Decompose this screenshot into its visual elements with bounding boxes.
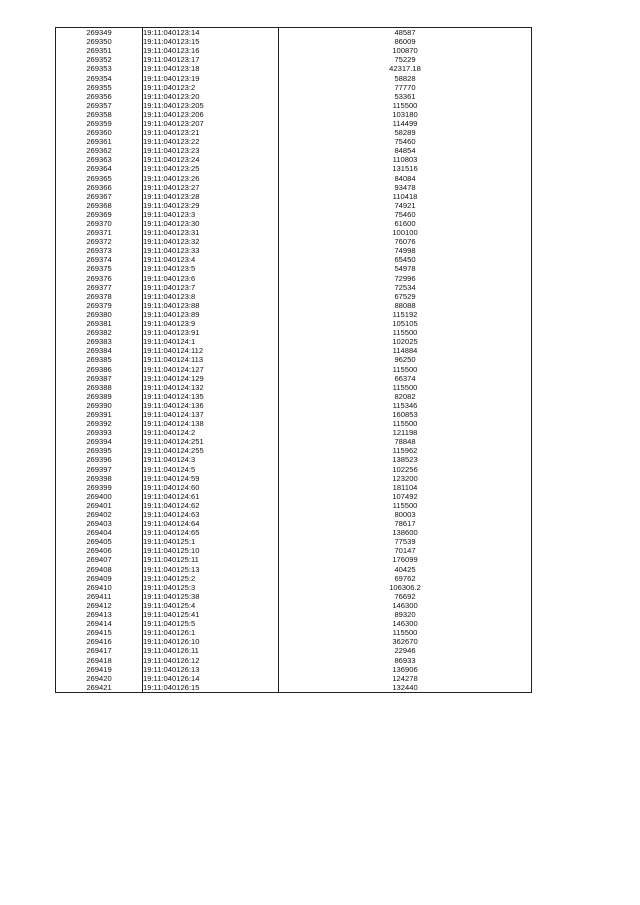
row-number-cell: 269366 <box>56 183 143 192</box>
cadastral-number-cell: 19:11:040123:22 <box>143 137 279 146</box>
cadastral-number-cell: 19:11:040123:7 <box>143 283 279 292</box>
value-cell: 103180 <box>279 110 532 119</box>
table-row <box>56 283 532 292</box>
table-row <box>56 337 532 346</box>
row-number-cell: 269412 <box>56 601 143 610</box>
value-cell: 89320 <box>279 610 532 619</box>
cadastral-number-cell: 19:11:040123:16 <box>143 46 279 55</box>
cadastral-number-cell: 19:11:040123:205 <box>143 101 279 110</box>
table-row <box>56 346 532 355</box>
row-number-cell: 269374 <box>56 255 143 264</box>
row-number-cell: 269380 <box>56 310 143 319</box>
table-row <box>56 237 532 246</box>
cadastral-number-cell: 19:11:040125:13 <box>143 565 279 574</box>
row-number-cell: 269388 <box>56 383 143 392</box>
row-number-cell: 269395 <box>56 446 143 455</box>
row-number-cell: 269396 <box>56 455 143 464</box>
value-cell: 160853 <box>279 410 532 419</box>
table-row <box>56 410 532 419</box>
table-row <box>56 73 532 82</box>
row-number-cell: 269416 <box>56 637 143 646</box>
cadastral-number-cell: 19:11:040124:5 <box>143 465 279 474</box>
cadastral-number-cell: 19:11:040123:31 <box>143 228 279 237</box>
value-cell: 123200 <box>279 474 532 483</box>
table-row <box>56 192 532 201</box>
cadastral-number-cell: 19:11:040123:5 <box>143 264 279 273</box>
table-row <box>56 592 532 601</box>
row-number-cell: 269350 <box>56 37 143 46</box>
cadastral-number-cell: 19:11:040123:30 <box>143 219 279 228</box>
cadastral-number-cell: 19:11:040124:65 <box>143 528 279 537</box>
cadastral-number-cell: 19:11:040125:10 <box>143 546 279 555</box>
cadastral-number-cell: 19:11:040124:3 <box>143 455 279 464</box>
cadastral-number-cell: 19:11:040126:15 <box>143 683 279 693</box>
table-row <box>56 465 532 474</box>
value-cell: 176099 <box>279 555 532 564</box>
table-row <box>56 110 532 119</box>
row-number-cell: 269357 <box>56 101 143 110</box>
row-number-cell: 269364 <box>56 164 143 173</box>
row-number-cell: 269363 <box>56 155 143 164</box>
table-row <box>56 655 532 664</box>
row-number-cell: 269392 <box>56 419 143 428</box>
value-cell: 42317.18 <box>279 64 532 73</box>
table-row <box>56 146 532 155</box>
row-number-cell: 269408 <box>56 565 143 574</box>
cadastral-number-cell: 19:11:040123:27 <box>143 183 279 192</box>
value-cell: 115500 <box>279 328 532 337</box>
row-number-cell: 269409 <box>56 574 143 583</box>
cadastral-number-cell: 19:11:040124:113 <box>143 355 279 364</box>
cadastral-number-cell: 19:11:040125:41 <box>143 610 279 619</box>
row-number-cell: 269403 <box>56 519 143 528</box>
table-row <box>56 665 532 674</box>
row-number-cell: 269372 <box>56 237 143 246</box>
table-row <box>56 392 532 401</box>
cadastral-number-cell: 19:11:040123:29 <box>143 201 279 210</box>
value-cell: 78848 <box>279 437 532 446</box>
cadastral-number-cell: 19:11:040124:59 <box>143 474 279 483</box>
cadastral-number-cell: 19:11:040123:21 <box>143 128 279 137</box>
row-number-cell: 269404 <box>56 528 143 537</box>
table-row <box>56 301 532 310</box>
cadastral-number-cell: 19:11:040123:19 <box>143 73 279 82</box>
value-cell: 115962 <box>279 446 532 455</box>
cadastral-number-cell: 19:11:040124:138 <box>143 419 279 428</box>
cadastral-number-cell: 19:11:040124:112 <box>143 346 279 355</box>
table-row <box>56 310 532 319</box>
table-row <box>56 574 532 583</box>
cadastral-number-cell: 19:11:040125:3 <box>143 583 279 592</box>
table-row <box>56 446 532 455</box>
row-number-cell: 269397 <box>56 465 143 474</box>
table-row <box>56 246 532 255</box>
value-cell: 53361 <box>279 92 532 101</box>
table-row <box>56 674 532 683</box>
cadastral-number-cell: 19:11:040123:206 <box>143 110 279 119</box>
row-number-cell: 269402 <box>56 510 143 519</box>
table-row <box>56 319 532 328</box>
cadastral-number-cell: 19:11:040126:1 <box>143 628 279 637</box>
table-row <box>56 374 532 383</box>
value-cell: 131516 <box>279 164 532 173</box>
table-row <box>56 264 532 273</box>
row-number-cell: 269375 <box>56 264 143 273</box>
table-row <box>56 228 532 237</box>
cadastral-number-cell: 19:11:040125:1 <box>143 537 279 546</box>
value-cell: 75460 <box>279 210 532 219</box>
row-number-cell: 269358 <box>56 110 143 119</box>
value-cell: 76692 <box>279 592 532 601</box>
row-number-cell: 269407 <box>56 555 143 564</box>
row-number-cell: 269361 <box>56 137 143 146</box>
cadastral-number-cell: 19:11:040123:18 <box>143 64 279 73</box>
table-row <box>56 83 532 92</box>
table-row <box>56 437 532 446</box>
value-cell: 102256 <box>279 465 532 474</box>
row-number-cell: 269371 <box>56 228 143 237</box>
table-row <box>56 428 532 437</box>
row-number-cell: 269399 <box>56 483 143 492</box>
row-number-cell: 269401 <box>56 501 143 510</box>
value-cell: 115500 <box>279 383 532 392</box>
cadastral-number-cell: 19:11:040124:2 <box>143 428 279 437</box>
row-number-cell: 269410 <box>56 583 143 592</box>
table-row <box>56 610 532 619</box>
row-number-cell: 269349 <box>56 28 143 38</box>
table-row <box>56 101 532 110</box>
value-cell: 106306.2 <box>279 583 532 592</box>
value-cell: 74921 <box>279 201 532 210</box>
row-number-cell: 269385 <box>56 355 143 364</box>
cadastral-number-cell: 19:11:040124:132 <box>143 383 279 392</box>
value-cell: 54978 <box>279 264 532 273</box>
value-cell: 115346 <box>279 401 532 410</box>
table-row <box>56 383 532 392</box>
cadastral-number-cell: 19:11:040125:38 <box>143 592 279 601</box>
value-cell: 114499 <box>279 119 532 128</box>
cadastral-number-cell: 19:11:040124:255 <box>143 446 279 455</box>
cadastral-number-cell: 19:11:040124:251 <box>143 437 279 446</box>
value-cell: 114884 <box>279 346 532 355</box>
table-row <box>56 46 532 55</box>
row-number-cell: 269421 <box>56 683 143 693</box>
value-cell: 100100 <box>279 228 532 237</box>
row-number-cell: 269379 <box>56 301 143 310</box>
value-cell: 102025 <box>279 337 532 346</box>
value-cell: 84854 <box>279 146 532 155</box>
value-cell: 93478 <box>279 183 532 192</box>
value-cell: 75229 <box>279 55 532 64</box>
value-cell: 80003 <box>279 510 532 519</box>
table-row <box>56 210 532 219</box>
table-row <box>56 183 532 192</box>
value-cell: 121198 <box>279 428 532 437</box>
cadastral-number-cell: 19:11:040123:207 <box>143 119 279 128</box>
value-cell: 115192 <box>279 310 532 319</box>
cadastral-number-cell: 19:11:040123:4 <box>143 255 279 264</box>
table-row <box>56 637 532 646</box>
cadastral-number-cell: 19:11:040123:6 <box>143 274 279 283</box>
table-row <box>56 519 532 528</box>
table-row <box>56 37 532 46</box>
row-number-cell: 269376 <box>56 274 143 283</box>
row-number-cell: 269354 <box>56 73 143 82</box>
table-row <box>56 555 532 564</box>
value-cell: 136906 <box>279 665 532 674</box>
cadastral-number-cell: 19:11:040125:5 <box>143 619 279 628</box>
value-cell: 48587 <box>279 28 532 38</box>
value-cell: 22946 <box>279 646 532 655</box>
row-number-cell: 269420 <box>56 674 143 683</box>
row-number-cell: 269369 <box>56 210 143 219</box>
cadastral-number-cell: 19:11:040124:63 <box>143 510 279 519</box>
value-cell: 66374 <box>279 374 532 383</box>
cadastral-number-cell: 19:11:040123:15 <box>143 37 279 46</box>
cadastral-number-cell: 19:11:040123:8 <box>143 292 279 301</box>
row-number-cell: 269381 <box>56 319 143 328</box>
table-row <box>56 528 532 537</box>
table-row <box>56 64 532 73</box>
table-row <box>56 255 532 264</box>
table-row <box>56 128 532 137</box>
row-number-cell: 269415 <box>56 628 143 637</box>
cadastral-number-cell: 19:11:040123:14 <box>143 28 279 38</box>
table-row <box>56 501 532 510</box>
value-cell: 74998 <box>279 246 532 255</box>
value-cell: 138600 <box>279 528 532 537</box>
table-row <box>56 201 532 210</box>
cadastral-number-cell: 19:11:040123:91 <box>143 328 279 337</box>
row-number-cell: 269391 <box>56 410 143 419</box>
row-number-cell: 269383 <box>56 337 143 346</box>
value-cell: 72534 <box>279 283 532 292</box>
row-number-cell: 269414 <box>56 619 143 628</box>
row-number-cell: 269352 <box>56 55 143 64</box>
value-cell: 110803 <box>279 155 532 164</box>
row-number-cell: 269419 <box>56 665 143 674</box>
value-cell: 138523 <box>279 455 532 464</box>
value-cell: 115500 <box>279 101 532 110</box>
value-cell: 181104 <box>279 483 532 492</box>
table-row <box>56 628 532 637</box>
value-cell: 77539 <box>279 537 532 546</box>
row-number-cell: 269398 <box>56 474 143 483</box>
table-row <box>56 619 532 628</box>
value-cell: 67529 <box>279 292 532 301</box>
row-number-cell: 269405 <box>56 537 143 546</box>
cadastral-number-cell: 19:11:040123:20 <box>143 92 279 101</box>
cadastral-number-cell: 19:11:040124:137 <box>143 410 279 419</box>
value-cell: 124278 <box>279 674 532 683</box>
value-cell: 86933 <box>279 655 532 664</box>
cadastral-number-cell: 19:11:040123:3 <box>143 210 279 219</box>
row-number-cell: 269373 <box>56 246 143 255</box>
cadastral-number-cell: 19:11:040124:1 <box>143 337 279 346</box>
row-number-cell: 269382 <box>56 328 143 337</box>
row-number-cell: 269394 <box>56 437 143 446</box>
cadastral-number-cell: 19:11:040126:14 <box>143 674 279 683</box>
row-number-cell: 269387 <box>56 374 143 383</box>
value-cell: 362670 <box>279 637 532 646</box>
cadastral-number-cell: 19:11:040126:11 <box>143 646 279 655</box>
row-number-cell: 269406 <box>56 546 143 555</box>
cadastral-number-cell: 19:11:040123:26 <box>143 174 279 183</box>
cadastral-number-cell: 19:11:040124:64 <box>143 519 279 528</box>
table-body <box>56 28 532 693</box>
table-row <box>56 28 532 38</box>
value-cell: 110418 <box>279 192 532 201</box>
table-row <box>56 419 532 428</box>
value-cell: 72996 <box>279 274 532 283</box>
value-cell: 40425 <box>279 565 532 574</box>
value-cell: 88088 <box>279 301 532 310</box>
value-cell: 58828 <box>279 73 532 82</box>
table-row <box>56 483 532 492</box>
value-cell: 77770 <box>279 83 532 92</box>
cadastral-number-cell: 19:11:040124:62 <box>143 501 279 510</box>
table-row <box>56 474 532 483</box>
value-cell: 96250 <box>279 355 532 364</box>
row-number-cell: 269390 <box>56 401 143 410</box>
cadastral-number-cell: 19:11:040123:2 <box>143 83 279 92</box>
value-cell: 115500 <box>279 419 532 428</box>
table-row <box>56 364 532 373</box>
row-number-cell: 269362 <box>56 146 143 155</box>
row-number-cell: 269417 <box>56 646 143 655</box>
row-number-cell: 269378 <box>56 292 143 301</box>
table-row <box>56 455 532 464</box>
row-number-cell: 269393 <box>56 428 143 437</box>
value-cell: 69762 <box>279 574 532 583</box>
cadastral-number-cell: 19:11:040123:9 <box>143 319 279 328</box>
table-row <box>56 174 532 183</box>
table-row <box>56 492 532 501</box>
table-row <box>56 355 532 364</box>
value-cell: 115500 <box>279 364 532 373</box>
table-row <box>56 137 532 146</box>
table-row <box>56 401 532 410</box>
row-number-cell: 269386 <box>56 364 143 373</box>
cadastral-number-cell: 19:11:040123:23 <box>143 146 279 155</box>
row-number-cell: 269351 <box>56 46 143 55</box>
cadastral-number-cell: 19:11:040124:127 <box>143 364 279 373</box>
value-cell: 115500 <box>279 628 532 637</box>
value-cell: 75460 <box>279 137 532 146</box>
cadastral-number-cell: 19:11:040125:4 <box>143 601 279 610</box>
table-row <box>56 583 532 592</box>
table-row <box>56 510 532 519</box>
row-number-cell: 269389 <box>56 392 143 401</box>
row-number-cell: 269356 <box>56 92 143 101</box>
value-cell: 61600 <box>279 219 532 228</box>
table-row <box>56 92 532 101</box>
cadastral-number-cell: 19:11:040124:129 <box>143 374 279 383</box>
cadastral-number-cell: 19:11:040123:88 <box>143 301 279 310</box>
value-cell: 100870 <box>279 46 532 55</box>
cadastral-number-cell: 19:11:040123:32 <box>143 237 279 246</box>
row-number-cell: 269370 <box>56 219 143 228</box>
row-number-cell: 269365 <box>56 174 143 183</box>
value-cell: 86009 <box>279 37 532 46</box>
cadastral-number-cell: 19:11:040123:28 <box>143 192 279 201</box>
value-cell: 132440 <box>279 683 532 693</box>
table-row <box>56 537 532 546</box>
cadastral-value-table <box>55 27 532 693</box>
row-number-cell: 269360 <box>56 128 143 137</box>
value-cell: 65450 <box>279 255 532 264</box>
cadastral-number-cell: 19:11:040124:61 <box>143 492 279 501</box>
row-number-cell: 269367 <box>56 192 143 201</box>
table-row <box>56 155 532 164</box>
table-row <box>56 119 532 128</box>
value-cell: 107492 <box>279 492 532 501</box>
cadastral-number-cell: 19:11:040126:10 <box>143 637 279 646</box>
row-number-cell: 269411 <box>56 592 143 601</box>
table-row <box>56 601 532 610</box>
row-number-cell: 269418 <box>56 655 143 664</box>
table-row <box>56 274 532 283</box>
cadastral-number-cell: 19:11:040126:13 <box>143 665 279 674</box>
table-row <box>56 55 532 64</box>
table-row <box>56 683 532 693</box>
cadastral-number-cell: 19:11:040123:24 <box>143 155 279 164</box>
row-number-cell: 269413 <box>56 610 143 619</box>
row-number-cell: 269359 <box>56 119 143 128</box>
table-row <box>56 646 532 655</box>
cadastral-number-cell: 19:11:040124:136 <box>143 401 279 410</box>
table-row <box>56 292 532 301</box>
value-cell: 58289 <box>279 128 532 137</box>
cadastral-number-cell: 19:11:040126:12 <box>143 655 279 664</box>
row-number-cell: 269353 <box>56 64 143 73</box>
table-row <box>56 328 532 337</box>
value-cell: 84084 <box>279 174 532 183</box>
value-cell: 82082 <box>279 392 532 401</box>
table-row <box>56 219 532 228</box>
cadastral-number-cell: 19:11:040124:60 <box>143 483 279 492</box>
cadastral-number-cell: 19:11:040123:25 <box>143 164 279 173</box>
cadastral-number-cell: 19:11:040125:11 <box>143 555 279 564</box>
value-cell: 76076 <box>279 237 532 246</box>
table-row <box>56 565 532 574</box>
cadastral-number-cell: 19:11:040125:2 <box>143 574 279 583</box>
value-cell: 78617 <box>279 519 532 528</box>
value-cell: 115500 <box>279 501 532 510</box>
value-cell: 146300 <box>279 619 532 628</box>
value-cell: 146300 <box>279 601 532 610</box>
cadastral-number-cell: 19:11:040123:89 <box>143 310 279 319</box>
table-row <box>56 546 532 555</box>
row-number-cell: 269377 <box>56 283 143 292</box>
row-number-cell: 269384 <box>56 346 143 355</box>
table-row <box>56 164 532 173</box>
row-number-cell: 269355 <box>56 83 143 92</box>
row-number-cell: 269400 <box>56 492 143 501</box>
value-cell: 70147 <box>279 546 532 555</box>
cadastral-number-cell: 19:11:040124:135 <box>143 392 279 401</box>
value-cell: 105105 <box>279 319 532 328</box>
row-number-cell: 269368 <box>56 201 143 210</box>
cadastral-number-cell: 19:11:040123:33 <box>143 246 279 255</box>
cadastral-number-cell: 19:11:040123:17 <box>143 55 279 64</box>
